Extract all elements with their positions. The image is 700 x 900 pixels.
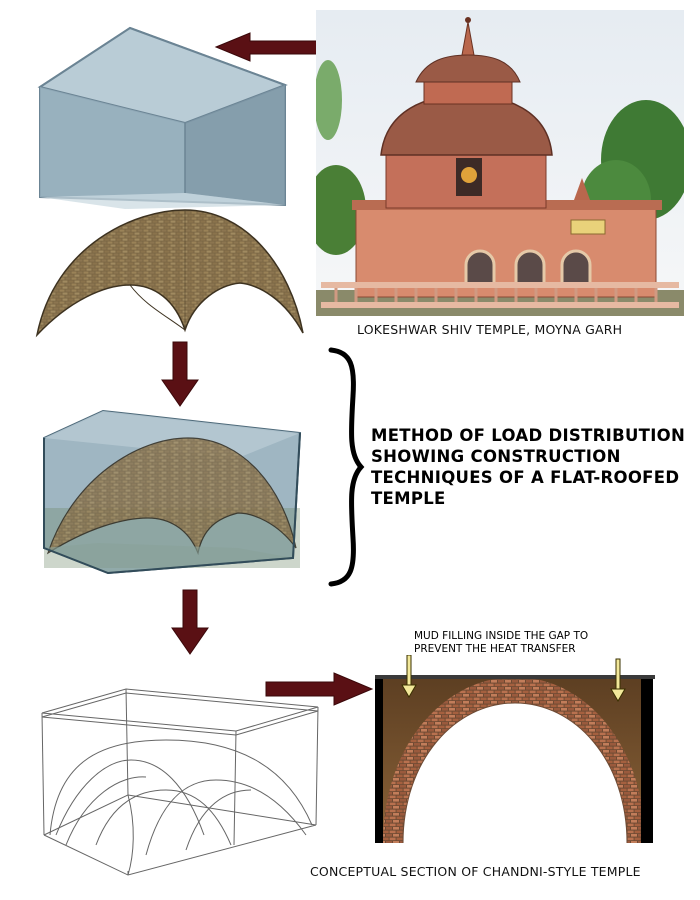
arrow-right-bottom bbox=[264, 670, 376, 708]
wireframe-figure bbox=[36, 685, 326, 880]
arrow-down-2 bbox=[168, 588, 212, 658]
heading-line-4: TEMPLE bbox=[371, 489, 446, 508]
arrow-left-top bbox=[212, 30, 322, 64]
chandni-section-figure bbox=[375, 655, 655, 843]
photo-caption: LOKESHWAR SHIV TEMPLE, MOYNA GARH bbox=[357, 322, 623, 337]
mud-filling-annotation bbox=[414, 630, 674, 656]
temple-photo bbox=[316, 10, 684, 316]
section-caption: CONCEPTUAL SECTION OF CHANDNI-STYLE TEMPLE bbox=[310, 864, 641, 879]
heading-line-3: TECHNIQUES OF A FLAT-ROOFED bbox=[371, 468, 680, 487]
combined-box-vault-figure bbox=[38, 408, 304, 578]
annotation-line-2: PREVENT THE HEAT TRANSFER bbox=[414, 643, 576, 655]
groin-vault-figure bbox=[35, 205, 305, 340]
arrow-down-1 bbox=[158, 340, 202, 410]
heading-line-1: METHOD OF LOAD DISTRIBUTION bbox=[371, 426, 686, 445]
curly-brace bbox=[325, 346, 365, 588]
annotation-line-1: MUD FILLING INSIDE THE GAP TO bbox=[414, 630, 589, 642]
diagram-heading bbox=[371, 425, 691, 509]
heading-line-2: SHOWING CONSTRUCTION bbox=[371, 447, 621, 466]
